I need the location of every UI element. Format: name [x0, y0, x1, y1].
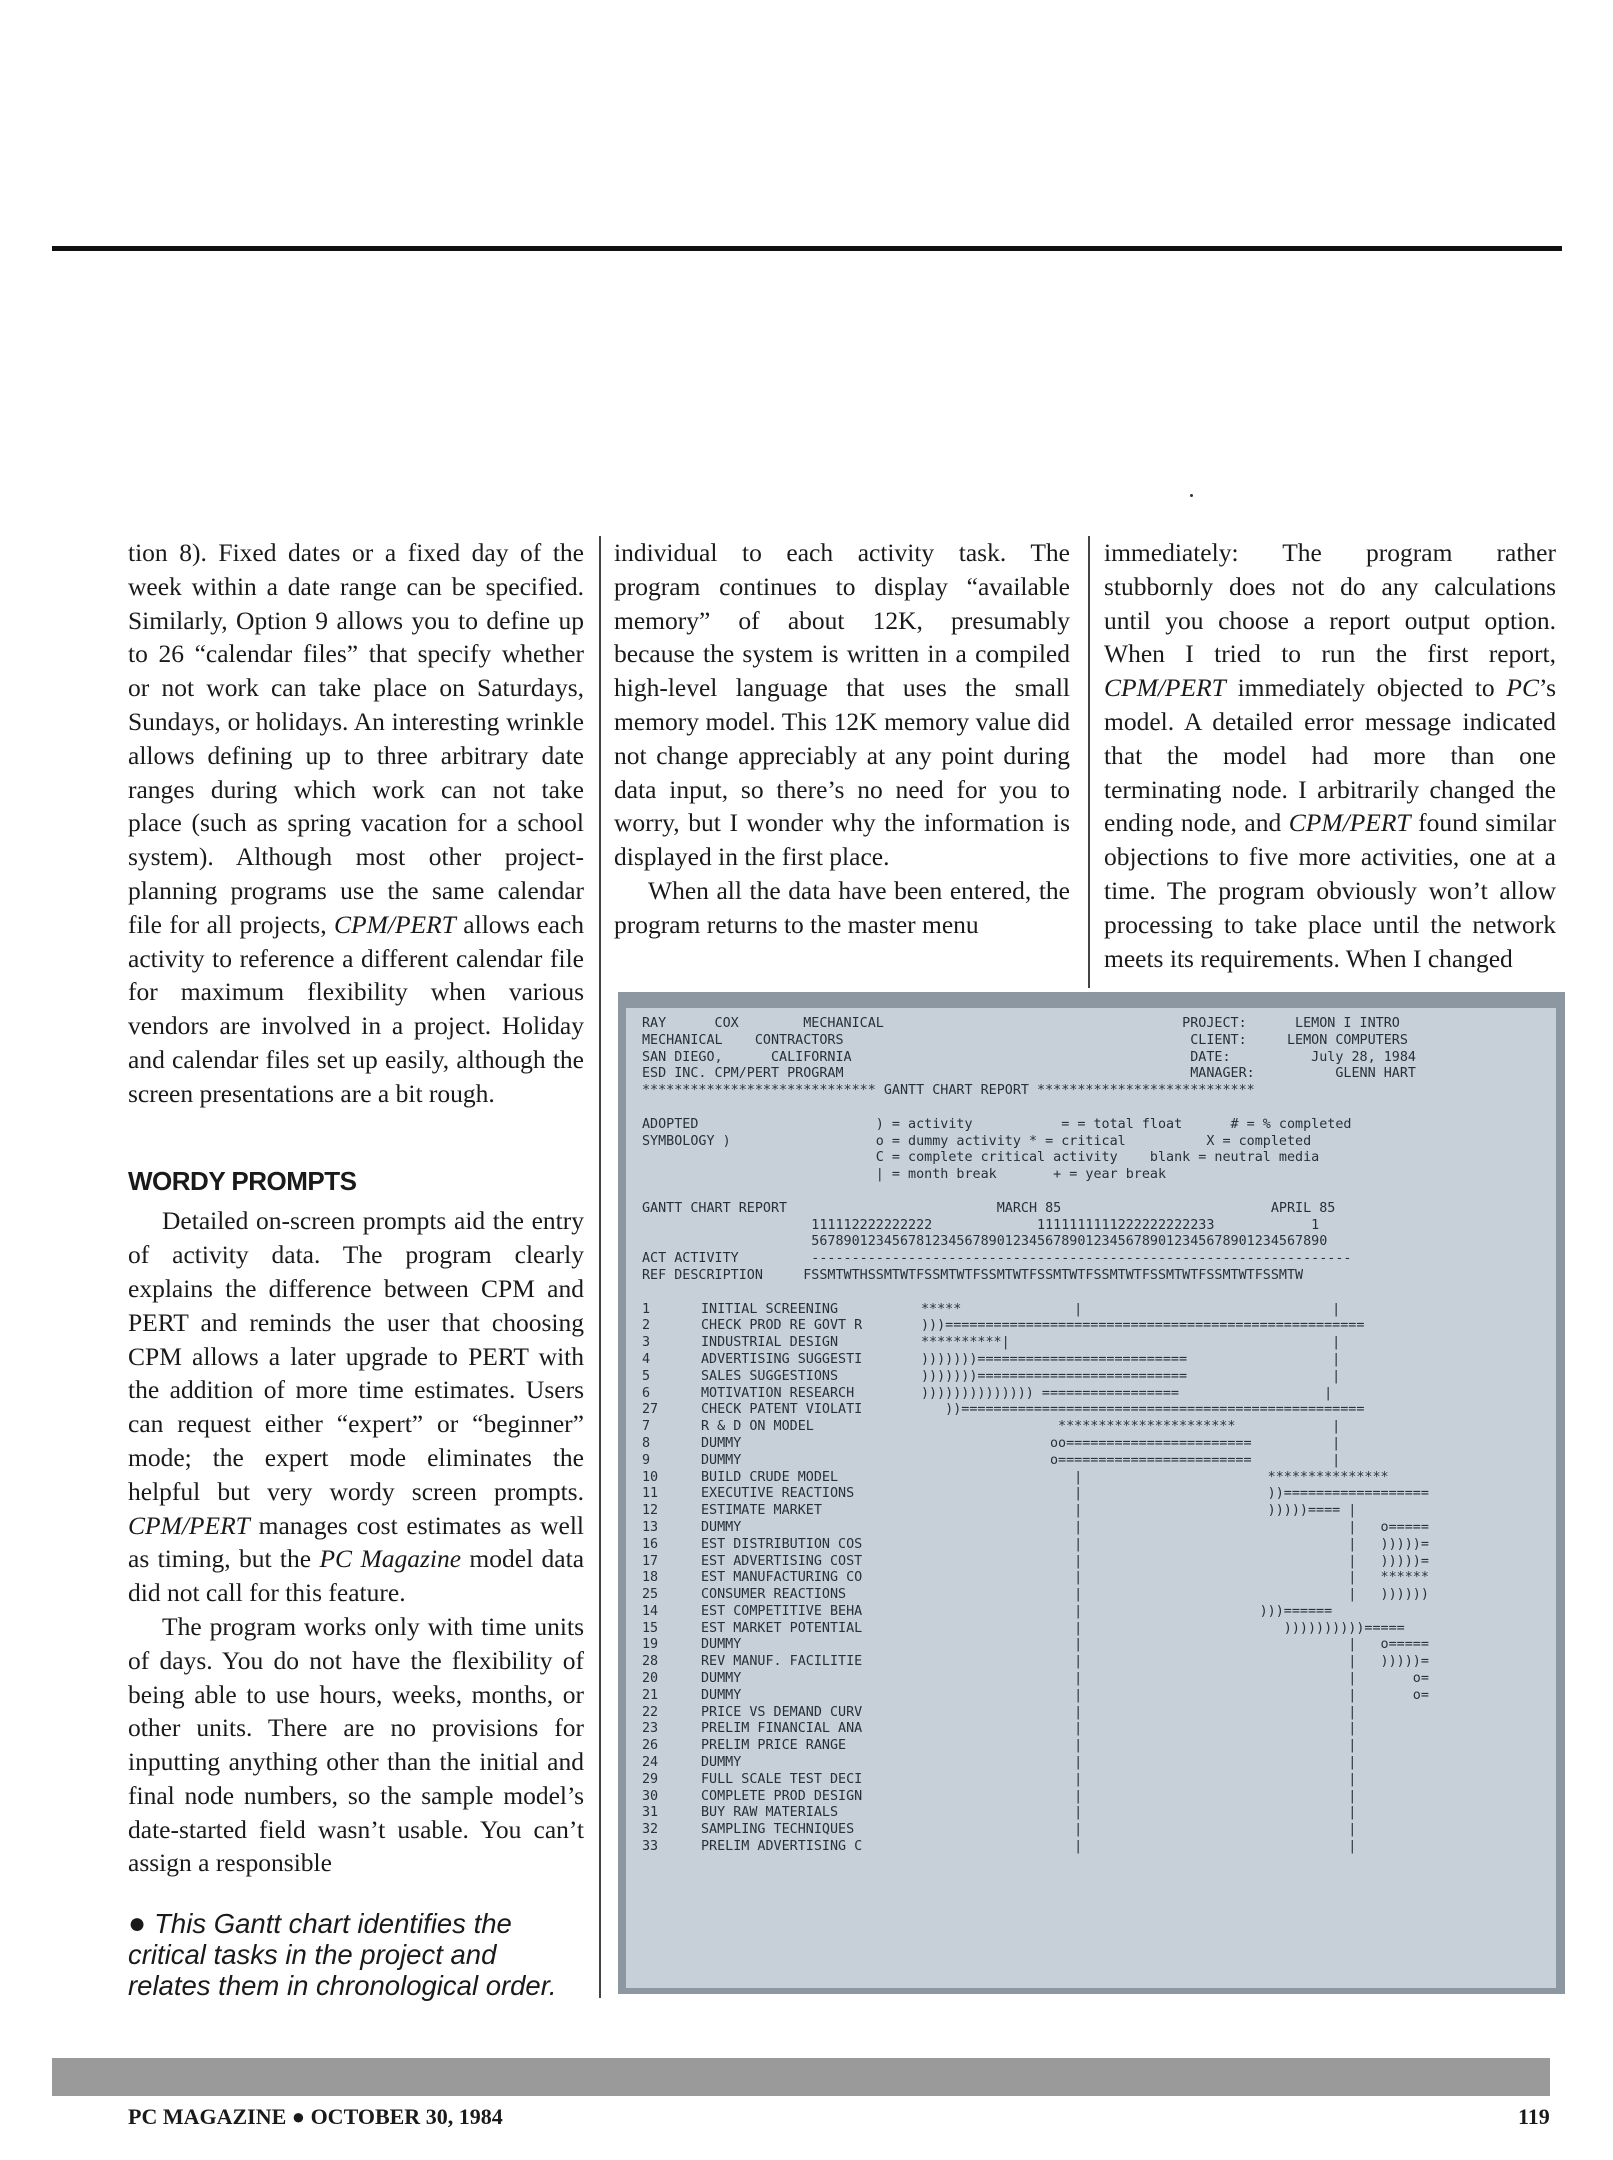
gantt-row: [626, 1402, 1556, 1419]
column-rule-1: [599, 536, 601, 1998]
gantt-bar: | | o=====: [921, 1519, 1429, 1535]
gantt-bar: | | ******: [921, 1570, 1429, 1586]
gantt-row: [626, 1721, 1556, 1738]
activity-description: INDUSTRIAL DESIGN: [701, 1335, 839, 1351]
activity-ref: 3: [642, 1335, 651, 1351]
activity-ref: 31: [642, 1805, 659, 1821]
activity-description: DUMMY: [701, 1452, 742, 1468]
activity-ref: 8: [642, 1435, 651, 1451]
activity-ref: 10: [642, 1469, 659, 1485]
legend-line-3: C = complete critical activity blank = neutral media: [642, 1150, 1320, 1166]
gantt-header-line-5: REF DESCRIPTION FSSMTWTHSSMTWTFSSMTWTFSSMTWTFSSMTWTFSSMTWTFSSMTWTFSSMTWTFSSMTW: [642, 1267, 1304, 1283]
page-number: 119: [1518, 2104, 1550, 2129]
gantt-row: [626, 1772, 1556, 1789]
activity-description: ADVERTISING SUGGESTI: [701, 1351, 863, 1367]
legend-line-4: | = month break + = year break: [642, 1167, 1167, 1183]
gantt-row: [626, 1352, 1556, 1369]
gantt-bar: | | )))))=: [921, 1536, 1429, 1552]
activity-ref: 11: [642, 1486, 659, 1502]
activity-ref: 6: [642, 1385, 651, 1401]
gantt-row: [626, 1369, 1556, 1386]
gantt-header-line-2: 111112222222222 1111111111222222222233 1: [642, 1217, 1320, 1233]
gantt-bar: | | )))))): [921, 1587, 1429, 1603]
gantt-row: [626, 1839, 1556, 1856]
activity-description: PRICE VS DEMAND CURV: [701, 1704, 863, 1720]
gantt-row: [626, 1520, 1556, 1537]
gantt-bar: | |: [921, 1839, 1357, 1855]
column-2: [614, 536, 1070, 942]
gantt-row: [626, 1470, 1556, 1487]
gantt-row: [626, 1537, 1556, 1554]
gantt-bar: | |: [921, 1721, 1357, 1737]
activity-description: EST MARKET POTENTIAL: [701, 1620, 863, 1636]
activity-ref: 18: [642, 1570, 659, 1586]
gantt-row: [626, 1386, 1556, 1403]
gantt-bar: | |: [921, 1771, 1357, 1787]
gantt-bar: )))))))))))))) ================= |: [921, 1385, 1333, 1401]
gantt-row: [626, 1486, 1556, 1503]
gantt-bar: | ))))))))))=====: [921, 1620, 1405, 1636]
activity-description: INITIAL SCREENING: [701, 1301, 839, 1317]
gantt-bar: | ))==================: [921, 1486, 1429, 1502]
caption-text: This Gantt chart identifies the critical tasks in the project and relates them in chronological order.: [128, 1908, 557, 2001]
report-header: [626, 1008, 1556, 1100]
gantt-bar: **********| |: [921, 1335, 1341, 1351]
activity-description: PRELIM FINANCIAL ANA: [701, 1721, 863, 1737]
activity-description: DUMMY: [701, 1519, 742, 1535]
gantt-row: [626, 1604, 1556, 1621]
activity-ref: 2: [642, 1318, 651, 1334]
gantt-row: [626, 1755, 1556, 1772]
activity-description: EST DISTRIBUTION COS: [701, 1536, 863, 1552]
activity-description: DUMMY: [701, 1687, 742, 1703]
footer-band: [52, 2058, 1550, 2096]
gantt-bar: oo======================= |: [921, 1435, 1341, 1451]
gantt-row: [626, 1503, 1556, 1520]
activity-ref: 4: [642, 1351, 651, 1367]
activity-ref: 29: [642, 1771, 659, 1787]
activity-description: DUMMY: [701, 1435, 742, 1451]
gantt-row: [626, 1637, 1556, 1654]
column-3: [1104, 536, 1556, 975]
gantt-row: [626, 1453, 1556, 1470]
gantt-bar: ********************** |: [921, 1419, 1341, 1435]
gantt-row: [626, 1805, 1556, 1822]
gantt-bar: | | )))))=: [921, 1553, 1429, 1569]
activity-description: SAMPLING TECHNIQUES: [701, 1822, 855, 1838]
gantt-bar: ))==================================================: [921, 1402, 1365, 1418]
column-1: [128, 536, 584, 1880]
col2-paragraph-2: When all the data have been entered, the program returns to the master menu: [614, 875, 1070, 939]
header-line-2: MECHANICAL CONTRACTORS CLIENT: LEMON COMPUTERS: [642, 1032, 1408, 1048]
gantt-bar: )))))))========================== |: [921, 1368, 1341, 1384]
activity-ref: 21: [642, 1687, 659, 1703]
gantt-row: [626, 1318, 1556, 1335]
header-line-4: ESD INC. CPM/PERT PROGRAM MANAGER: GLENN HART: [642, 1066, 1416, 1082]
activity-ref: 30: [642, 1788, 659, 1804]
activity-ref: 24: [642, 1755, 659, 1771]
activity-ref: 33: [642, 1839, 659, 1855]
col1-paragraph-2: Detailed on-screen prompts aid the entry of activity data. The program clearly explains the difference between CPM and PERT and reminds the user that choosing CPM allows a later upgrade to PERT with the addition of more time estimates. Users can request either “expert” or “beginner” mode; the expert mode eliminates the helpful but very wordy screen prompts. CPM/PERT manages cost estimates as well as timing, but the PC Magazine model data did not call for this feature.: [128, 1206, 585, 1608]
activity-ref: 1: [642, 1301, 651, 1317]
gantt-bar: | |: [921, 1704, 1357, 1720]
gantt-row: [626, 1789, 1556, 1806]
activity-ref: 5: [642, 1368, 651, 1384]
activity-ref: 16: [642, 1536, 659, 1552]
gantt-row: [626, 1570, 1556, 1587]
section-heading: WORDY PROMPTS: [128, 1165, 357, 1196]
activity-description: ESTIMATE MARKET: [701, 1503, 822, 1519]
gantt-bar: | |: [921, 1805, 1357, 1821]
legend-line-2: SYMBOLOGY ) o = dummy activity * = critical X = completed: [642, 1133, 1312, 1149]
gantt-bar: | | o=: [921, 1671, 1429, 1687]
gantt-bar: )))====================================================: [921, 1318, 1365, 1334]
col2-paragraph-1: individual to each activity task. The program continues to display “available memory” of about 12K, presumably because the system is written in a compiled high-level language that uses the small memory model. This 12K memory value did not change appreciably at any point during data input, so there’s no need for you to worry, but I wonder why the information is displayed in the first place.: [614, 538, 1070, 872]
figure-caption: [128, 1908, 584, 2001]
gantt-row: [626, 1302, 1556, 1319]
activity-description: EST MANUFACTURING CO: [701, 1570, 863, 1586]
activity-ref: 13: [642, 1519, 659, 1535]
legend-line-1: ADOPTED ) = activity = = total float # = % completed: [642, 1116, 1352, 1132]
col1-paragraph-1: tion 8). Fixed dates or a fixed day of the week within a date range can be specified. Similarly, Option 9 allows you to define up to 26 “calendar files” that specify whether or not work can take place on Saturdays, Sundays, or holidays. An interesting wrinkle allows defining up to three arbitrary date ranges during which work can not take place (such as spring vacation for a school system). Although most other project-planning programs use the same calendar file for all projects, CPM/PERT allows each activity to reference a different calendar file for maximum flexibility when various vendors are involved in a project. Holiday and calendar files set up easily, although the screen presentations are a bit rough.: [128, 538, 585, 1108]
gantt-bar: | |: [921, 1788, 1357, 1804]
header-line-1: RAY COX MECHANICAL PROJECT: LEMON I INTRO: [642, 1016, 1400, 1031]
activity-ref: 22: [642, 1704, 659, 1720]
activity-ref: 12: [642, 1503, 659, 1519]
activity-ref: 9: [642, 1452, 651, 1468]
activity-description: SALES SUGGESTIONS: [701, 1368, 839, 1384]
gantt-screen: [626, 1008, 1556, 1988]
gantt-row: [626, 1822, 1556, 1839]
activity-description: MOTIVATION RESEARCH: [701, 1385, 855, 1401]
activity-description: EST COMPETITIVE BEHA: [701, 1603, 863, 1619]
gantt-row: [626, 1671, 1556, 1688]
gantt-bar: o======================== |: [921, 1452, 1341, 1468]
activity-description: BUY RAW MATERIALS: [701, 1805, 839, 1821]
activity-description: PRELIM PRICE RANGE: [701, 1738, 847, 1754]
gantt-row: [626, 1738, 1556, 1755]
gantt-row: [626, 1554, 1556, 1571]
activity-description: R & D ON MODEL: [701, 1419, 814, 1435]
activity-ref: 27: [642, 1402, 659, 1418]
activity-ref: 25: [642, 1587, 659, 1603]
activity-ref: 15: [642, 1620, 659, 1636]
column-rule-2: [1088, 536, 1090, 988]
activity-description: EXECUTIVE REACTIONS: [701, 1486, 855, 1502]
gantt-bar: | | o=: [921, 1687, 1429, 1703]
col3-paragraph-1: immediately: The program rather stubbornly does not do any calculations until you choose a report output option. When I tried to run the first report, CPM/PERT immediately objected to PC’s model. A detailed error message indicated that the model had more than one terminating node. I arbitrarily changed the ending node, and CPM/PERT found similar objections to five more activities, one at a time. The program obviously won’t allow processing to take place until the network meets its requirements. When I changed: [1104, 538, 1557, 973]
activity-description: CHECK PROD RE GOVT R: [701, 1318, 863, 1334]
activity-description: CONSUMER REACTIONS: [701, 1587, 847, 1603]
gantt-row: [626, 1587, 1556, 1604]
symbology-legend: [626, 1117, 1556, 1184]
activity-description: DUMMY: [701, 1671, 742, 1687]
gantt-row: [626, 1621, 1556, 1638]
gantt-rows: [626, 1302, 1556, 1856]
gantt-row: [626, 1419, 1556, 1436]
activity-ref: 19: [642, 1637, 659, 1653]
gantt-bar: | ***************: [921, 1469, 1389, 1485]
stray-dot: [1190, 494, 1193, 497]
activity-description: DUMMY: [701, 1755, 742, 1771]
gantt-bar: | | o=====: [921, 1637, 1429, 1653]
activity-ref: 28: [642, 1654, 659, 1670]
activity-description: CHECK PATENT VIOLATI: [701, 1402, 863, 1418]
footer-publication: PC MAGAZINE ● OCTOBER 30, 1984: [128, 2104, 503, 2129]
col1-paragraph-3: The program works only with time units of days. You do not have the flexibility of being able to use hours, weeks, months, or other units. There are no provisions for inputting anything other than the initial and final node numbers, so the sample model’s date-started field wasn’t usable. You can’t assign a responsible: [128, 1611, 584, 1878]
activity-ref: 32: [642, 1822, 659, 1838]
gantt-bar: | |: [921, 1822, 1357, 1838]
gantt-bar: | |: [921, 1755, 1357, 1771]
gantt-row: [626, 1335, 1556, 1352]
gantt-row: [626, 1436, 1556, 1453]
gantt-bar: | )))======: [921, 1603, 1333, 1619]
activity-description: PRELIM ADVERTISING C: [701, 1839, 863, 1855]
activity-description: BUILD CRUDE MODEL: [701, 1469, 839, 1485]
caption-bullet: ●: [128, 1907, 147, 1940]
gantt-row: [626, 1654, 1556, 1671]
activity-description: REV MANUF. FACILITIE: [701, 1654, 863, 1670]
activity-description: EST ADVERTISING COST: [701, 1553, 863, 1569]
gantt-row: [626, 1705, 1556, 1722]
gantt-bar: | | )))))=: [921, 1654, 1429, 1670]
header-line-5: ***************************** GANTT CHART REPORT ***************************: [642, 1083, 1255, 1099]
gantt-header-line-1: GANTT CHART REPORT MARCH 85 APRIL 85: [642, 1200, 1336, 1216]
top-rule: [52, 246, 1562, 251]
gantt-bar: )))))))========================== |: [921, 1351, 1341, 1367]
gantt-row: [626, 1688, 1556, 1705]
activity-ref: 7: [642, 1419, 651, 1435]
activity-ref: 20: [642, 1671, 659, 1687]
gantt-bar: | |: [921, 1738, 1357, 1754]
activity-ref: 14: [642, 1603, 659, 1619]
activity-ref: 26: [642, 1738, 659, 1754]
activity-description: FULL SCALE TEST DECI: [701, 1771, 863, 1787]
activity-ref: 17: [642, 1553, 659, 1569]
activity-description: COMPLETE PROD DESIGN: [701, 1788, 863, 1804]
gantt-header-line-4: ACT ACTIVITY -------------------------------------------------------------------: [642, 1251, 1352, 1267]
gantt-axis-header: [626, 1201, 1556, 1285]
gantt-bar: | )))))==== |: [921, 1503, 1357, 1519]
activity-description: DUMMY: [701, 1637, 742, 1653]
gantt-bar: ***** | |: [921, 1301, 1341, 1317]
activity-ref: 23: [642, 1721, 659, 1737]
header-line-3: SAN DIEGO, CALIFORNIA DATE: July 28, 1984: [642, 1049, 1416, 1065]
gantt-header-line-3: 5678901234567812345678901234567890123456789012345678901234567890: [642, 1234, 1328, 1250]
